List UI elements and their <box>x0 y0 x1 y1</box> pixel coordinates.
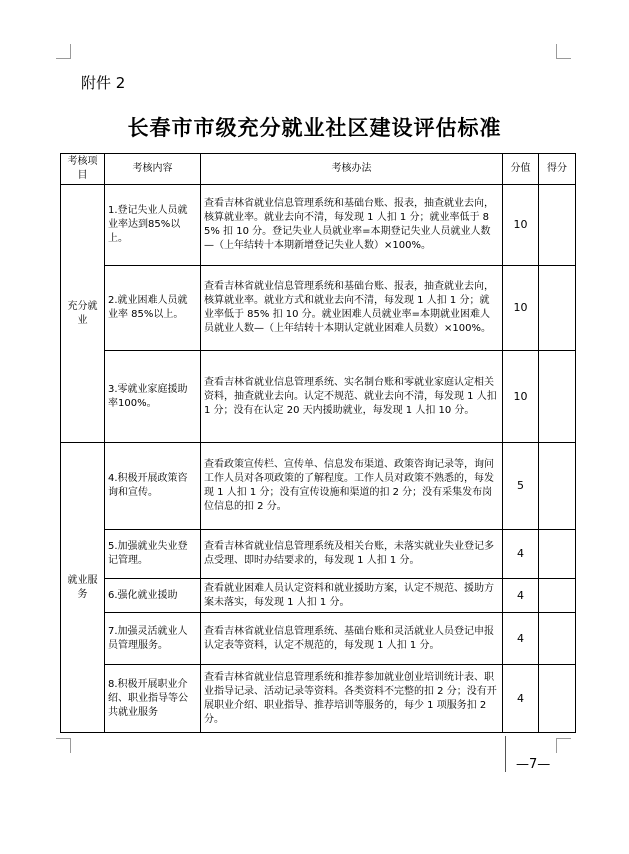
score-cell <box>539 443 576 530</box>
crop-mark-bottom-left <box>56 738 71 753</box>
points-cell: 4 <box>503 530 539 579</box>
table-row <box>61 443 576 530</box>
header-method: 考核办法 <box>201 154 503 185</box>
score-cell <box>539 665 576 733</box>
method-cell: 查看吉林省就业信息管理系统、基础台账和灵活就业人员登记申报认定表等资料，认定不规范的，每发现 1 人扣 1 分。 <box>201 613 503 665</box>
content-cell: 7.加强灵活就业人员管理服务。 <box>105 613 201 665</box>
content-cell: 3.零就业家庭援助率100%。 <box>105 351 201 443</box>
header-item: 考核项目 <box>61 154 105 185</box>
method-cell: 查看吉林省就业信息管理系统和基础台账、报表，抽查就业去向，核算就业率。就业方式和就业去向不清，每发现 1 人扣 1 分；就业率低于 85% 扣 10 分。就业困难人员就业率=本期就业困难人员就业人数—（上年结转十本期认定就业困难人员数）×100%。 <box>201 266 503 351</box>
score-cell <box>539 185 576 266</box>
category-cell: 充分就业 <box>61 185 105 443</box>
score-cell <box>539 351 576 443</box>
points-cell: 5 <box>503 443 539 530</box>
crop-mark-top-right <box>556 44 571 59</box>
method-cell: 查看就业困难人员认定资料和就业援助方案，认定不规范、援助方案未落实，每发现 1 人扣 1 分。 <box>201 579 503 613</box>
page-number: —7— <box>516 757 551 772</box>
content-cell: 1.登记失业人员就业率达到85%以上。 <box>105 185 201 266</box>
table-row <box>61 266 576 351</box>
table-row <box>61 579 576 613</box>
points-cell: 4 <box>503 613 539 665</box>
score-cell <box>539 530 576 579</box>
table-row <box>61 185 576 266</box>
points-cell: 10 <box>503 185 539 266</box>
evaluation-table <box>60 153 576 733</box>
points-cell: 10 <box>503 266 539 351</box>
page-title: 长春市市级充分就业社区建设评估标准 <box>127 116 502 140</box>
table-row <box>61 613 576 665</box>
table-row <box>61 530 576 579</box>
content-cell: 5.加强就业失业登记管理。 <box>105 530 201 579</box>
method-cell: 查看吉林省就业信息管理系统和基础台账、报表，抽查就业去向，核算就业率。就业去向不清，每发现 1 人扣 1 分；就业率低于 85% 扣 10 分。登记失业人员就业率=本期登记失业人员就业人数—（上年结转十本期新增登记失业人数）×100%。 <box>201 185 503 266</box>
method-cell: 查看吉林省就业信息管理系统及相关台账，未落实就业失业登记多点受理、即时办结要求的，每发现 1 人扣 1 分。 <box>201 530 503 579</box>
category-cell: 就业服务 <box>61 443 105 733</box>
content-cell: 2.就业困难人员就业率 85%以上。 <box>105 266 201 351</box>
crop-mark-bottom-right <box>556 738 571 753</box>
score-cell <box>539 613 576 665</box>
method-cell: 查看吉林省就业信息管理系统、实名制台账和零就业家庭认定相关资料，抽查就业去向。认定不规范、就业去向不清，每发现 1 人扣 1 分；没有在认定 20 天内援助就业，每发现 1 人扣 10 分。 <box>201 351 503 443</box>
footer-divider <box>505 736 506 772</box>
content-cell: 4.积极开展政策咨询和宣传。 <box>105 443 201 530</box>
crop-mark-top-left <box>56 44 71 59</box>
points-cell: 4 <box>503 665 539 733</box>
table-row <box>61 351 576 443</box>
attachment-label: 附件 2 <box>81 74 126 92</box>
header-content: 考核内容 <box>105 154 201 185</box>
table-row <box>61 665 576 733</box>
header-score: 得分 <box>539 154 576 185</box>
points-cell: 10 <box>503 351 539 443</box>
score-cell <box>539 579 576 613</box>
method-cell: 查看政策宣传栏、宣传单、信息发布渠道、政策咨询记录等，询问工作人员对各项政策的了解程度。工作人员对政策不熟悉的，每发现 1 人扣 1 分；没有宣传设施和渠道的扣 2 分；没有采集发布岗位信息的扣 2 分。 <box>201 443 503 530</box>
content-cell: 6.强化就业援助 <box>105 579 201 613</box>
header-points: 分值 <box>503 154 539 185</box>
score-cell <box>539 266 576 351</box>
method-cell: 查看吉林省就业信息管理系统和推荐参加就业创业培训统计表、职业指导记录、活动记录等资料。各类资料不完整的扣 2 分；没有开展职业介绍、职业指导、推荐培训等服务的，每少 1 项服务扣 2 分。 <box>201 665 503 733</box>
table-header-row <box>61 154 576 185</box>
points-cell: 4 <box>503 579 539 613</box>
content-cell: 8.积极开展职业介绍、职业指导等公共就业服务 <box>105 665 201 733</box>
